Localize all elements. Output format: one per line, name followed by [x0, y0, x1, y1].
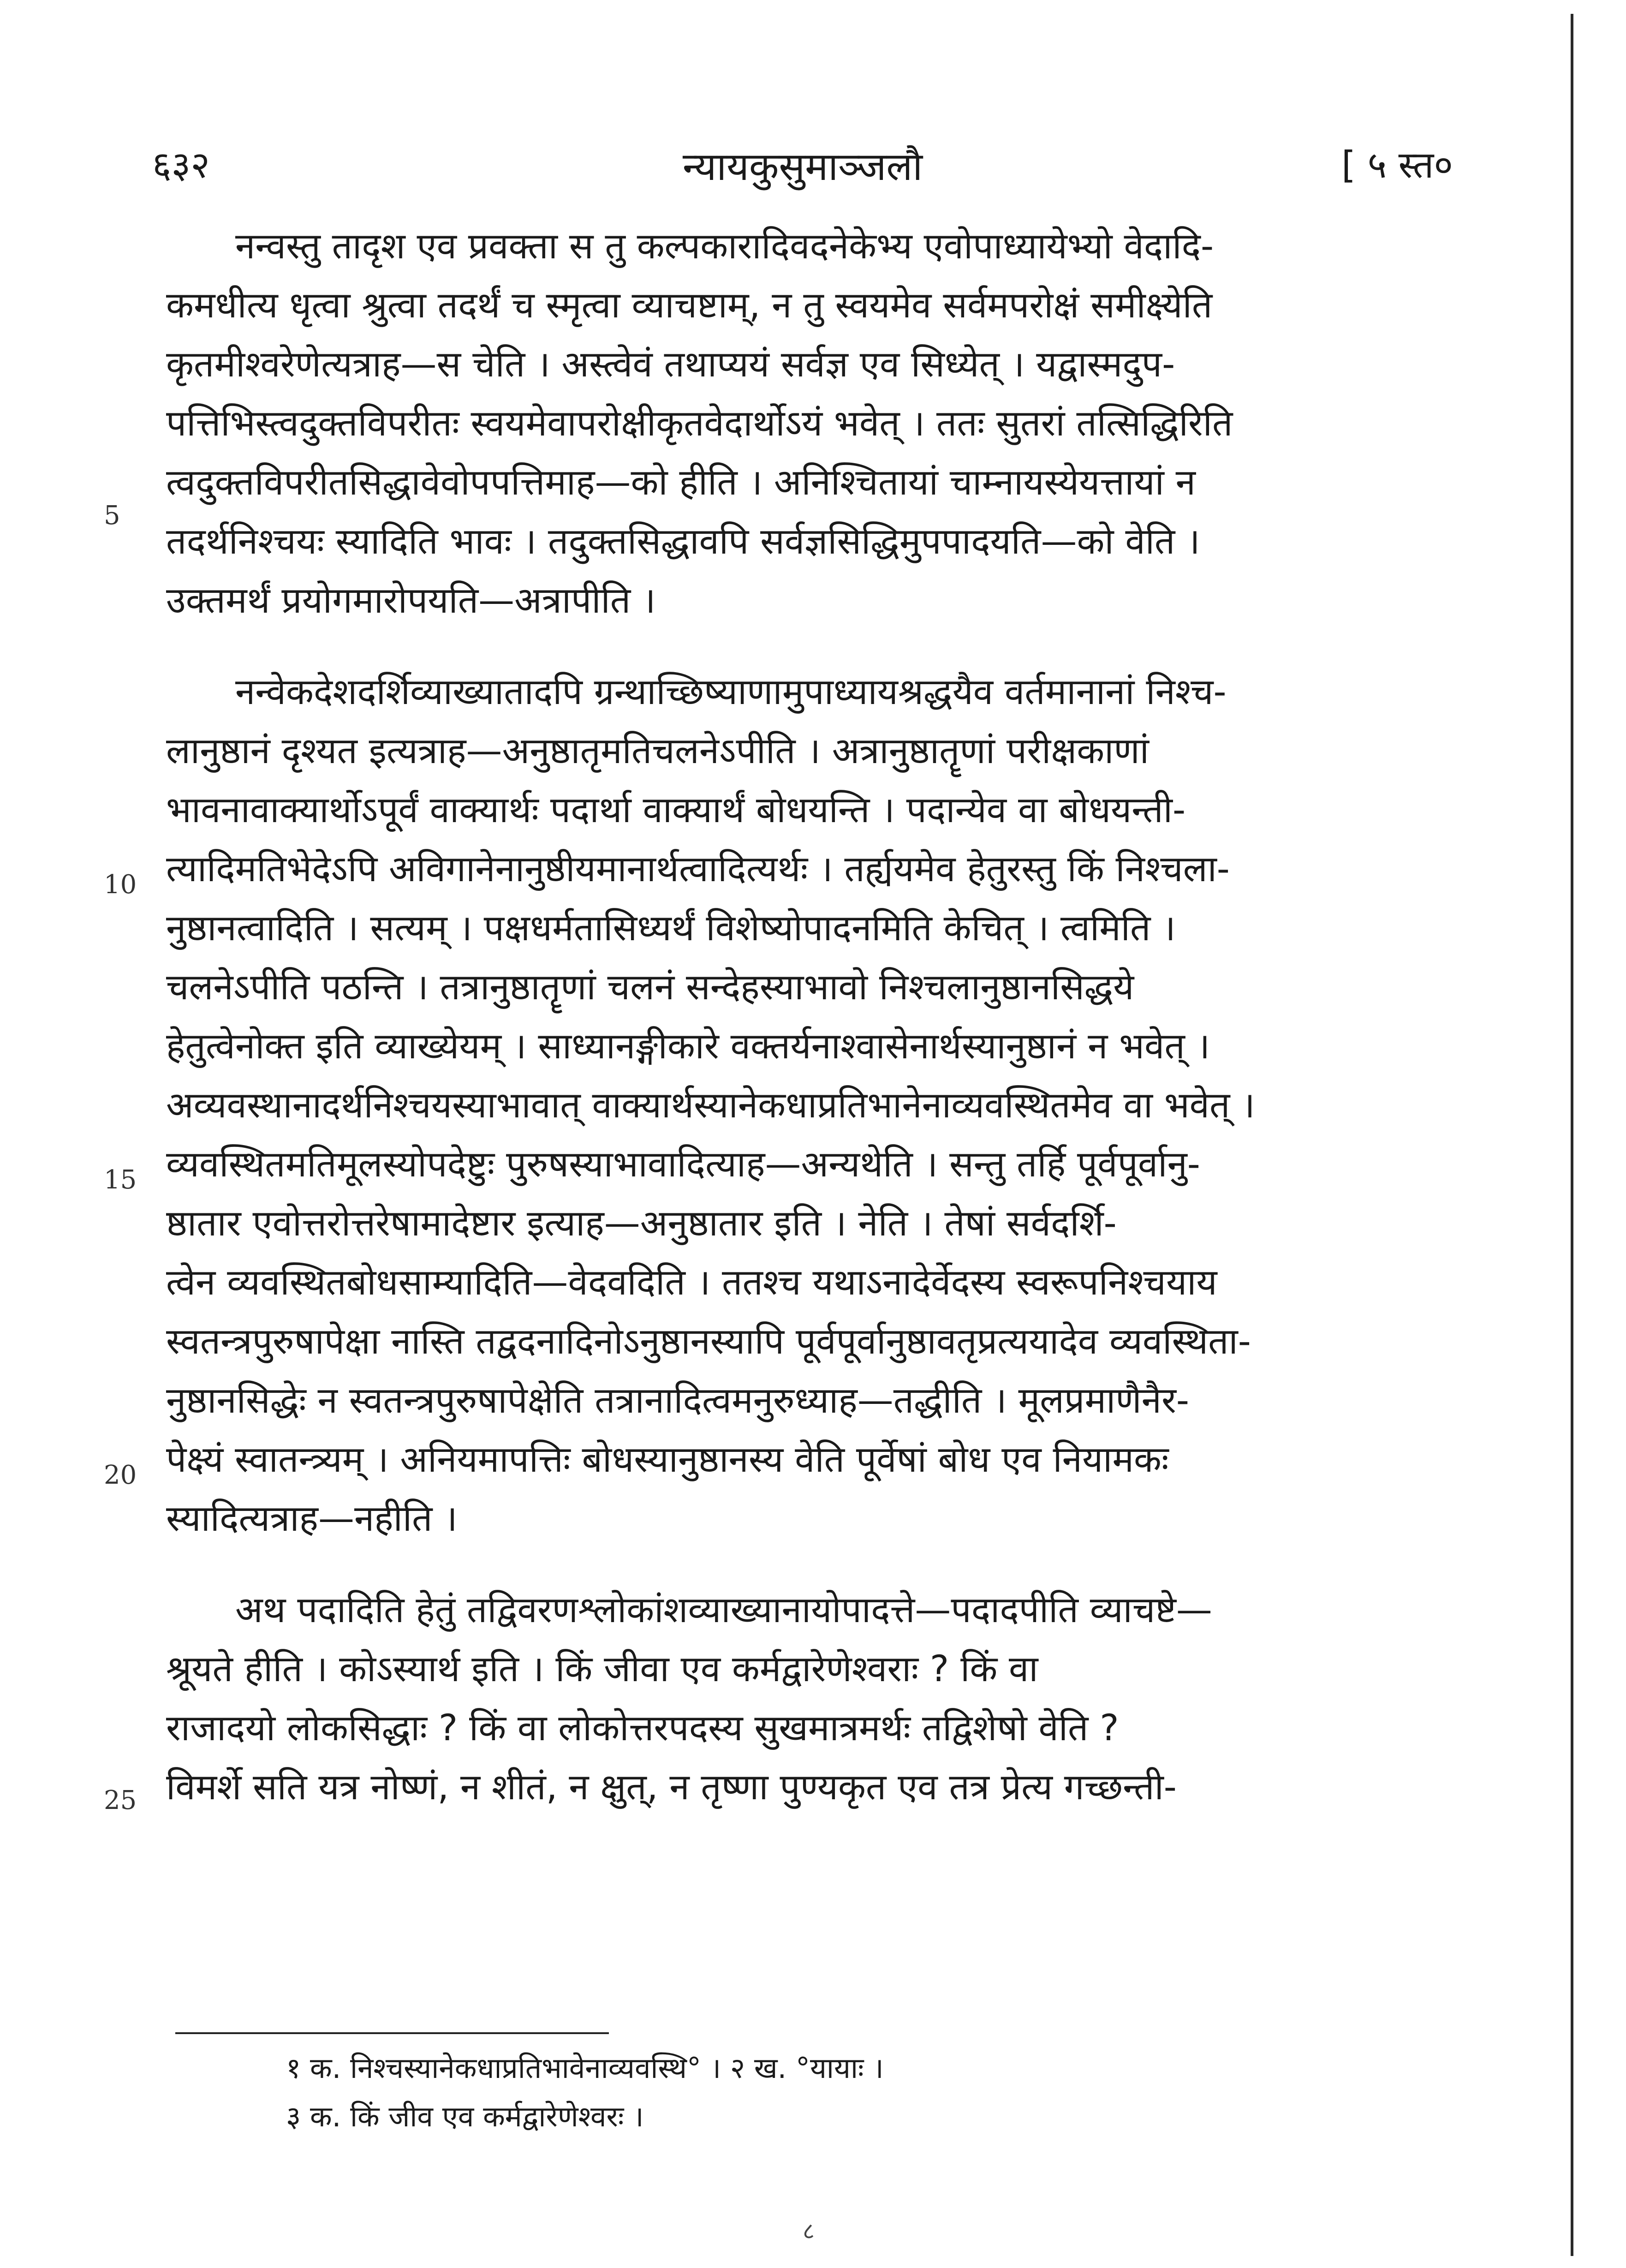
text-line: पत्तिभिस्त्वदुक्तविपरीतः स्वयमेवापरोक्षीकृतवेदार्थोऽयं भवेत् । ततः सुतरां तत्सिद्धिरिति	[166, 403, 1233, 444]
text-line: उक्तमर्थं प्रयोगमारोपयति—अत्रापीति ।	[166, 580, 656, 621]
text-line: ष्ठातार एवोत्तरोत्तरेषामादेष्टार इत्याह—अनुष्ठातार इति । नेति । तेषां सर्वदर्शि-	[166, 1203, 1117, 1244]
text-line: हेतुत्वेनोक्त इति व्याख्येयम् । साध्यानङ्गीकारे वक्तर्यनाश्वासेनार्थस्यानुष्ठानं न भवेत् ।	[166, 1026, 1210, 1067]
footnote: ३ क. किं जीव एव कर्मद्वारेणेश्वरः ।	[286, 2100, 644, 2133]
text-line: त्यादिमतिभेदेऽपि अविगानेनानुष्ठीयमानार्थत्वादित्यर्थः । तर्ह्ययमेव हेतुरस्तु किं निश्चला-	[166, 848, 1230, 890]
text-line: व्यवस्थितमतिमूलस्योपदेष्टुः पुरुषस्याभावादित्याह—अन्यथेति । सन्तु तर्हि पूर्वपूर्वानु-	[166, 1144, 1200, 1185]
text-line: अव्यवस्थानादर्थनिश्चयस्याभावात् वाक्यार्थस्यानेकधाप्रतिभानेनाव्यवस्थितमेव वा भवेत् ।	[166, 1085, 1255, 1126]
footnotes	[286, 2044, 1439, 2141]
line-number: 5	[104, 501, 120, 531]
text-line: स्वतन्त्रपुरुषापेक्षा नास्ति तद्वदनादिनोऽनुष्ठानस्यापि पूर्वपूर्वानुष्ठावतृप्रत्ययादेव व्यवस्थिता-	[166, 1321, 1251, 1362]
line-number: 10	[104, 870, 137, 900]
text-line: विमर्शे सति यत्र नोष्णं, न शीतं, न क्षुत्, न तृष्णा पुण्यकृत एव तत्र प्रेत्य गच्छन्ती-	[166, 1767, 1177, 1808]
text-line: अथ पदादिति हेतुं तद्विवरणश्लोकांशव्याख्यानायोपादत्ते—पदादपीति व्याचष्टे—	[235, 1589, 1212, 1631]
line-number: 20	[104, 1460, 137, 1490]
text-line: कमधीत्य धृत्वा श्रुत्वा तदर्थं च स्मृत्वा व्याचष्टाम्, न तु स्वयमेव सर्वमपरोक्षं समीक्ष्येति	[166, 285, 1213, 326]
text-line: तदर्थनिश्चयः स्यादिति भावः । तदुक्तसिद्धावपि सर्वज्ञसिद्धिमुपपादयति—को वेति ।	[166, 521, 1200, 562]
signature-mark: ८	[803, 2218, 815, 2244]
text-line: कृतमीश्वरेणेत्यत्राह—स चेति । अस्त्वेवं तथाप्ययं सर्वज्ञ एव सिध्येत् । यद्वास्मदुप-	[166, 344, 1175, 385]
text-line: पेक्ष्यं स्वातन्त्र्यम् । अनियमापत्तिः बोधस्यानुष्ठानस्य वेति पूर्वेषां बोध एव नियामकः	[166, 1439, 1169, 1480]
section-mark: [ ५ स्त०	[1341, 143, 1453, 186]
page-header	[152, 138, 1453, 194]
text-line: नुष्ठानत्वादिति । सत्यम् । पक्षधर्मतासिध्यर्थं विशेष्योपादनमिति केचित् । त्वमिति ।	[166, 907, 1176, 949]
footnote: १ क. निश्चस्यानेकधाप्रतिभावेनाव्यवस्थि° । २ ख. °यायाः ।	[286, 2051, 884, 2085]
text-line: नुष्ठानसिद्धेः न स्वतन्त्रपुरुषापेक्षेति तत्रानादित्वमनुरुध्याह—तद्धीति । मूलप्रमाणैनैर-	[166, 1380, 1190, 1421]
text-line: नन्वस्तु तादृश एव प्रवक्ता स तु कल्पकारादिवदनेकेभ्य एवोपाध्यायेभ्यो वेदादि-	[235, 226, 1214, 267]
text-line: भावनावाक्यार्थोऽपूर्वं वाक्यार्थः पदार्था वाक्यार्थं बोधयन्ति । पदान्येव वा बोधयन्ती-	[166, 789, 1186, 831]
text-line: नन्वेकदेशदर्शिव्याख्यातादपि ग्रन्थाच्छिष्याणामुपाध्यायश्रद्धयैव वर्तमानानां निश्च-	[235, 671, 1227, 713]
binding-edge-line	[1571, 14, 1573, 2256]
text-line: स्यादित्यत्राह—नहीति ।	[166, 1498, 458, 1540]
line-number: 15	[104, 1165, 137, 1195]
main-text	[166, 217, 1453, 1817]
text-line: त्वेन व्यवस्थितबोधसाम्यादिति—वेदवदिति । ततश्च यथाऽनादेर्वेदस्य स्वरूपनिश्चयाय	[166, 1262, 1217, 1303]
footnote-divider	[175, 2032, 609, 2034]
line-number: 25	[104, 1785, 137, 1815]
text-line: श्रूयते हीति । कोऽस्यार्थ इति । किं जीवा एव कर्मद्वारेणेश्वराः ? किं वा	[166, 1648, 1038, 1690]
text-line: त्वदुक्तविपरीतसिद्धावेवोपपत्तिमाह—को हीति । अनिश्चितायां चाम्नायस्येयत्तायां न	[166, 462, 1196, 503]
text-line: राजादयो लोकसिद्धाः ? किं वा लोकोत्तरपदस्य सुखमात्रमर्थः तद्विशेषो वेति ?	[166, 1707, 1119, 1749]
text-line: लानुष्ठानं दृश्यत इत्यत्राह—अनुष्ठातृमतिचलनेऽपीति । अत्रानुष्ठातॄणां परीक्षकाणां	[166, 730, 1149, 772]
text-line: चलनेऽपीति पठन्ति । तत्रानुष्ठातॄणां चलनं सन्देहस्याभावो निश्चलानुष्ठानसिद्धये	[166, 967, 1134, 1008]
running-title: न्यायकुसुमाञ्जलौ	[682, 144, 923, 189]
page-number: ६३२	[152, 143, 210, 186]
